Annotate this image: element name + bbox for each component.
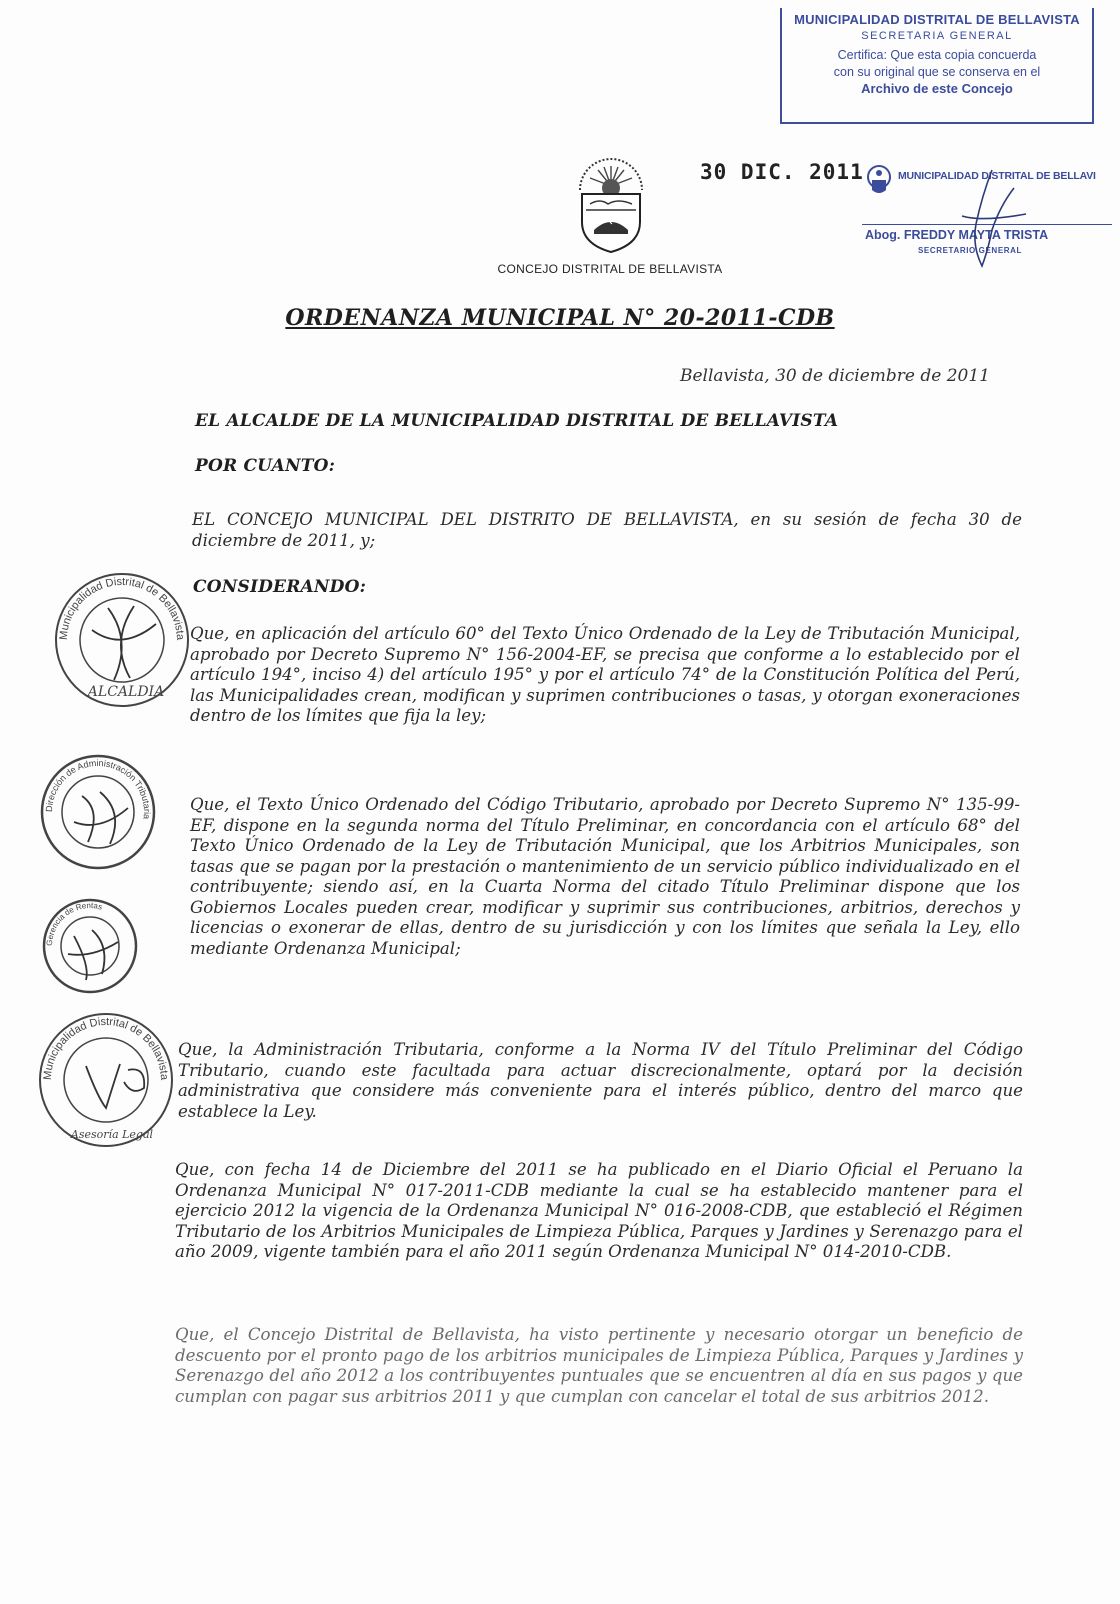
municipal-emblem-icon [862,162,896,202]
secretary-stamp [862,162,1114,272]
legal-seal [36,1010,176,1150]
considerando-heading: CONSIDERANDO: [193,577,367,597]
certification-text-1: Certifica: Que esta copia concuerda [837,48,1037,62]
certification-department: SECRETARIA GENERAL [861,30,1013,42]
secretary-name: Abog. FREDDY MAYTA TRISTA [865,228,1049,242]
intro-paragraph: EL CONCEJO MUNICIPAL DEL DISTRITO DE BELLAVISTA, en su sesión de fecha 30 de diciembre de 2011, y; [192,510,1022,550]
document-title: ORDENANZA MUNICIPAL N° 20-2011-CDB [285,305,835,331]
secretary-role: SECRETARIO GENERAL [918,246,1022,255]
certification-org: MUNICIPALIDAD DISTRITAL DE BELLAVISTA [794,12,1080,27]
alcaldia-seal-ring: Municipalidad Distrital de Bellavista [57,575,187,641]
certification-stamp [780,8,1094,124]
paragraph-5: Que, el Concejo Distrital de Bellavista, ha visto pertinente y necesario otorgar un beneficio de descuento por el pronto pago de los arbitrios municipales de Limpieza Pública, Parques y Jardines y Serenazgo del año 2012 a los contribuyentes puntuales que se encuentren al día en sus pagos y que cumplan con pagar sus arbitrios 2011 y que cumplan con cancelar el total de sus arbitrios 2012. [175,1325,1023,1406]
alcaldia-seal-label: ALCALDIA [87,684,165,700]
council-name: CONCEJO DISTRITAL DE BELLAVISTA [497,262,723,276]
rentas-seal-ring: Gerencia de Rentas [44,900,104,947]
coat-of-arms-emblem [572,138,650,260]
secretary-signature-icon [922,166,1032,276]
legal-seal-label: Asesoría Legal [70,1128,154,1141]
secretary-stamp-org: MUNICIPALIDAD DISTRITAL DE BELLAVI [898,170,1096,182]
admin-seal-ring: Dirección de Administración Tributaria [43,757,153,820]
issuer-heading: EL ALCALDE DE LA MUNICIPALIDAD DISTRITAL DE BELLAVISTA [195,411,839,431]
paragraph-3: Que, la Administración Tributaria, conforme a la Norma IV del Título Preliminar del Código Tributario, cuando este facultada para actuar discrecionalmente, optará por la decisión administrativa que considere más conveniente para el interés público, dentro del marco que establece la Ley. [178,1040,1023,1121]
rentas-seal [40,896,140,996]
svg-text:Municipalidad Distrital de Bel [42,1016,170,1081]
place-date: Bellavista, 30 de diciembre de 2011 [679,366,990,386]
svg-text:Dirección de Administración Tr [44,758,152,820]
tax-administration-seal [38,752,158,872]
certification-text-2: con su original que se conserva en el [833,65,1041,79]
legal-seal-ring: Municipalidad Distrital de Bellavista [41,1015,171,1081]
date-stamp: 30 DIC. 2011 [700,160,864,184]
paragraph-1: Que, en aplicación del artículo 60° del Texto Único Ordenado de la Ley de Tributación Municipal, aprobado por Decreto Supremo N° 156-2004-EF, se precisa que conforme a lo establecido por el artículo 194°, inciso 4) del artículo 195° y por el artículo 74° de la Constitución Política del Perú, las Municipalidades crean, modifican y suprimen contribuciones o tasas, y otorgan exoneraciones dentro de los límites que fija la ley; [190,624,1020,725]
paragraph-2: Que, el Texto Único Ordenado del Código Tributario, aprobado por Decreto Supremo N° 135-99-EF, dispone en la segunda norma del Título Preliminar, en concordancia con el artículo 68° del Texto Único Ordenado de la Ley de Tributación Municipal, que los Arbitrios Municipales, son tasas que se pagan por la prestación o mantenimiento de un servicio público individualizado en el contribuyente; siendo así, en la Cuarta Norma del citado Título Preliminar dispone que los Gobiernos Locales pueden crear, modificar y suprimir sus contribuciones, arbitrios, derechos y licencias o exonerar de ellas, dentro de su jurisdicción y con los límites que señala la Ley, ello mediante Ordenanza Municipal; [190,795,1020,958]
alcaldia-seal [52,570,192,710]
svg-text:Gerencia de Rentas [45,901,103,946]
paragraph-4: Que, con fecha 14 de Diciembre del 2011 se ha publicado en el Diario Oficial el Peruano la Ordenanza Municipal N° 017-2011-CDB mediante la cual se ha establecido mantener para el ejercicio 2012 la vigencia de la Ordenanza Municipal N° 016-2008-CDB, que estableció el Régimen Tributario de los Arbitrios Municipales de Limpieza Pública, Parques y Jardines y Serenazgo para el año 2009, vigente también para el año 2011 según Ordenanza Municipal N° 014-2010-CDB. [175,1160,1023,1261]
por-cuanto-heading: POR CUANTO: [195,456,336,476]
certification-text-3: Archivo de este Concejo [861,81,1013,96]
